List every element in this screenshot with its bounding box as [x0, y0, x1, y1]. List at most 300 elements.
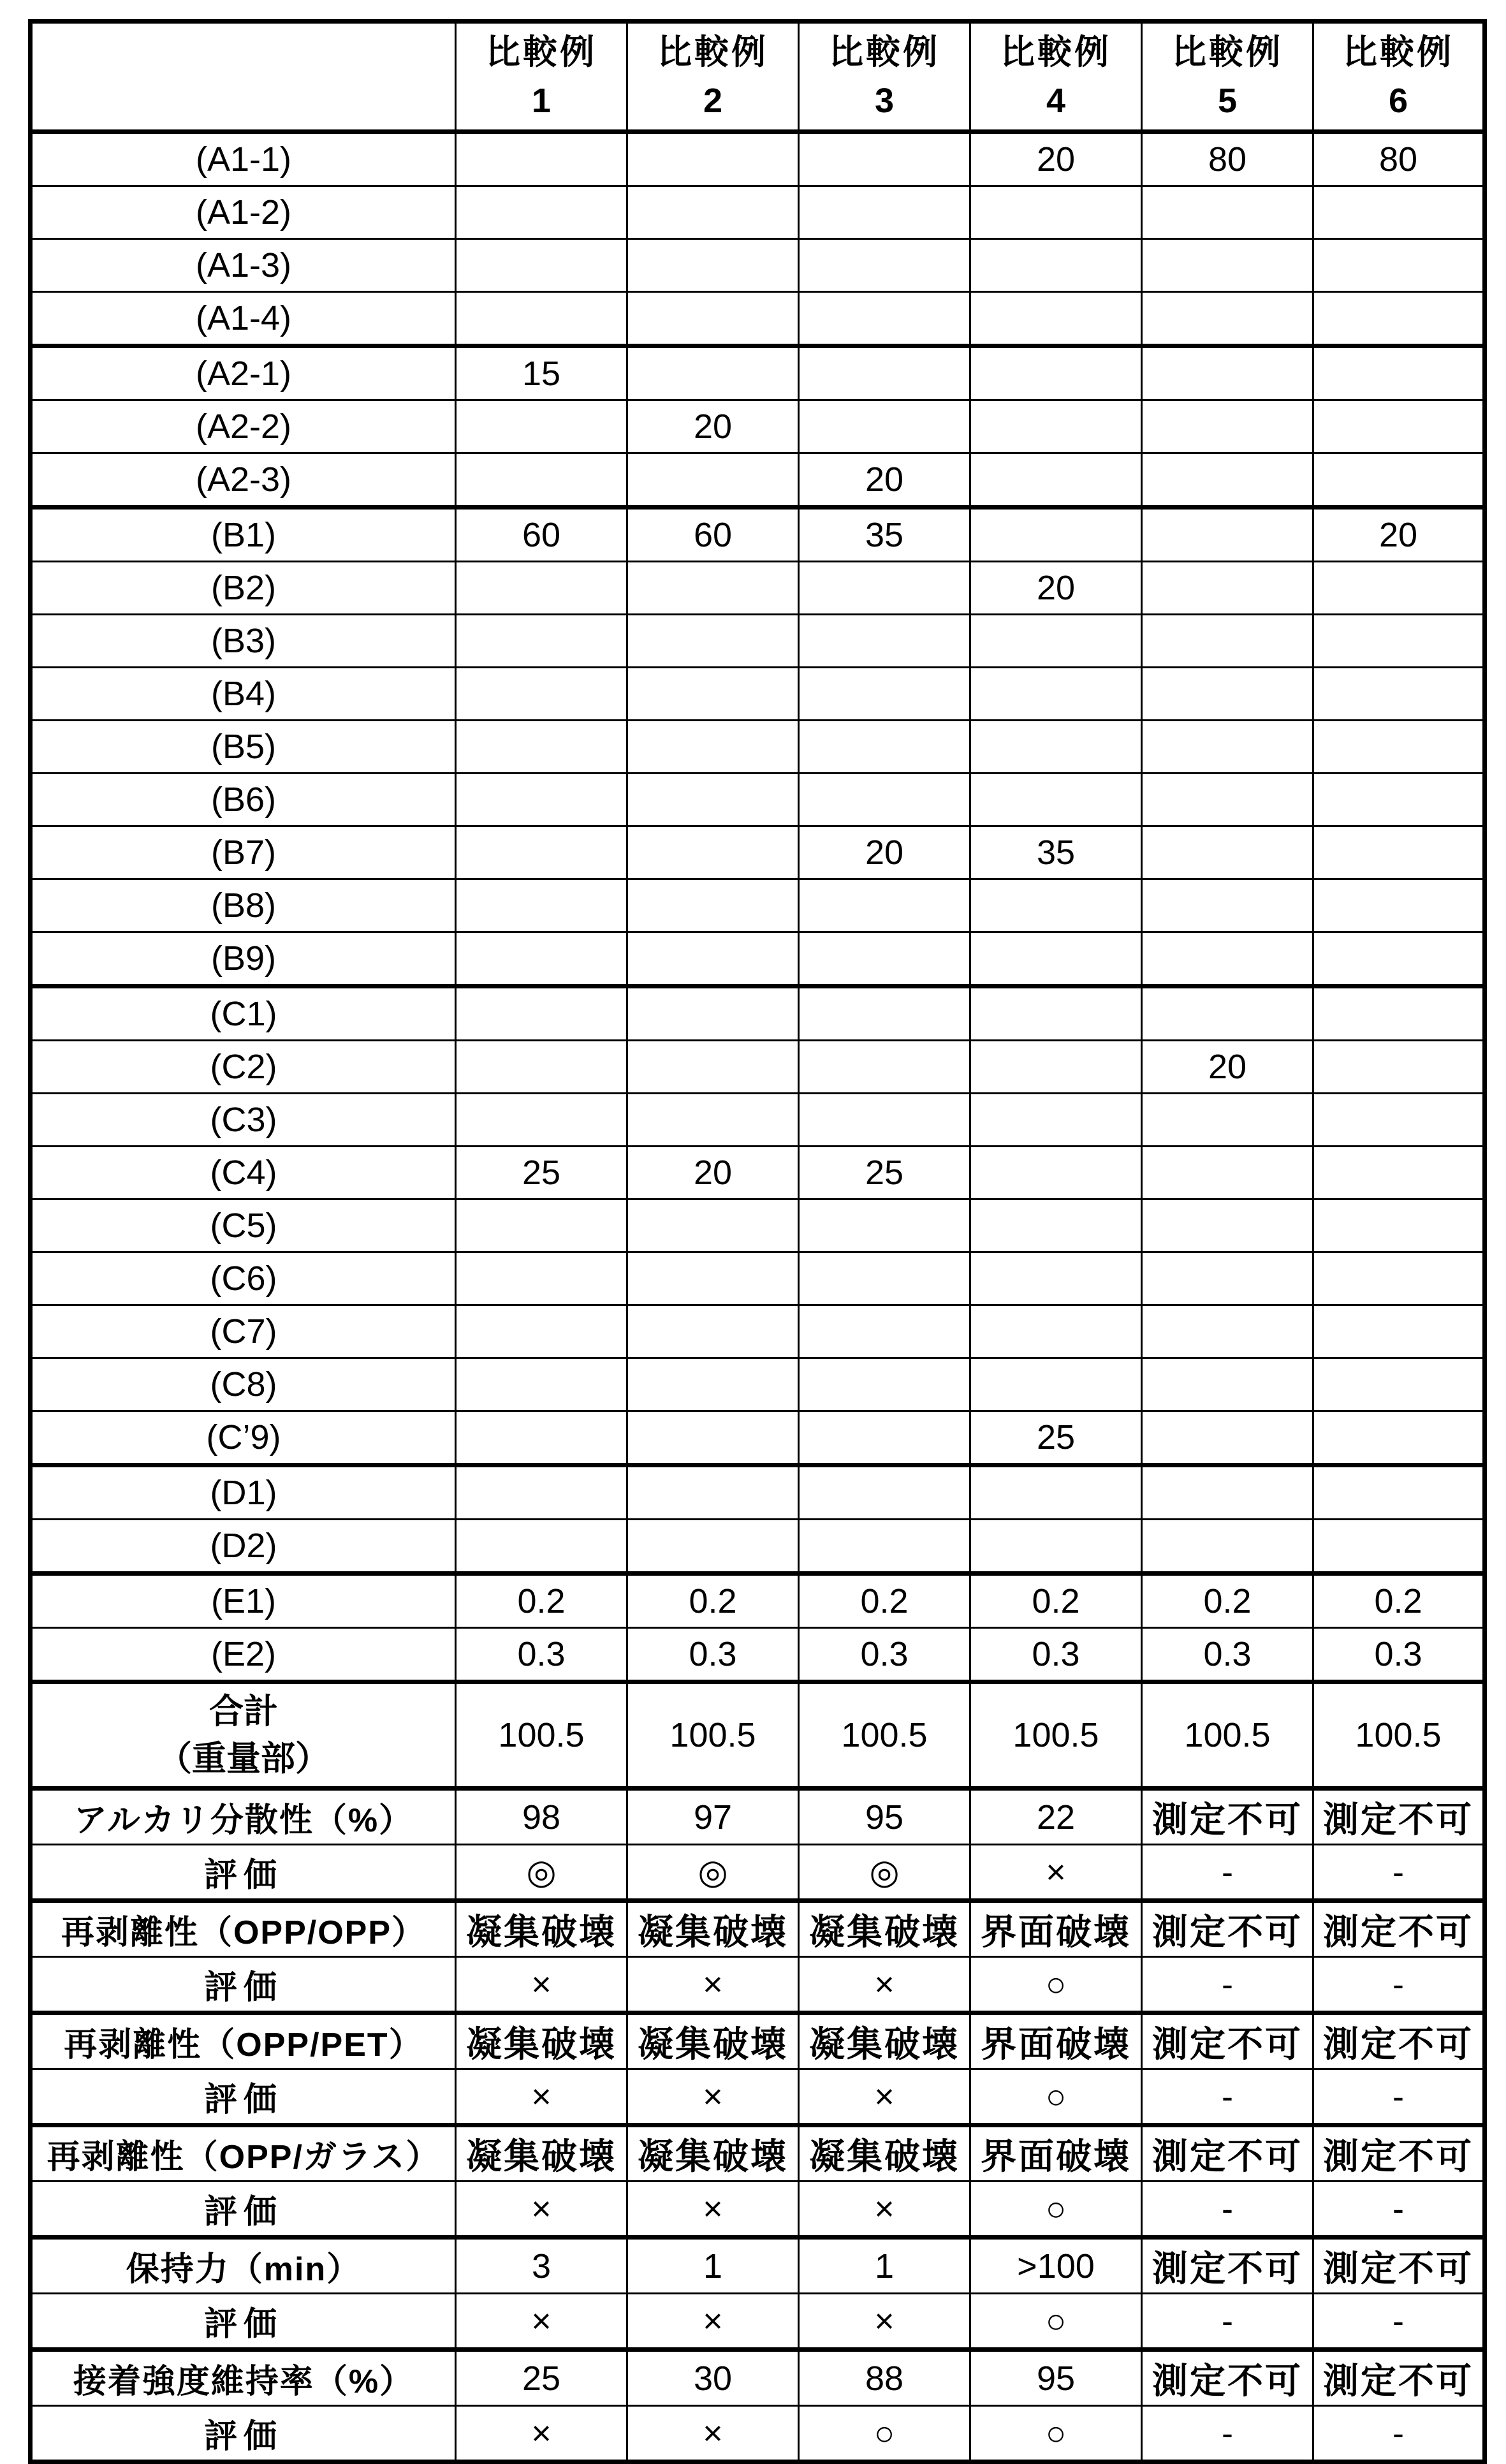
table-row: [31, 879, 1485, 932]
component-value-cell: [456, 668, 627, 721]
component-value-cell: [970, 1041, 1142, 1094]
property-label: 再剥離性（OPP/ガラス）: [31, 2125, 456, 2182]
table-row: [31, 1094, 1485, 1147]
component-value-cell: [456, 879, 627, 932]
component-value-cell: [799, 1305, 970, 1358]
component-label: (C5): [31, 1199, 456, 1252]
component-value-cell: [970, 1199, 1142, 1252]
result-row: [31, 2013, 1485, 2069]
component-value-cell: [799, 346, 970, 400]
component-value-cell: [456, 1305, 627, 1358]
component-value-cell: [627, 239, 799, 292]
double-circle-mark-icon: ◎: [456, 1845, 627, 1901]
circle-mark-icon: ○: [970, 2406, 1142, 2462]
component-value-cell: [456, 932, 627, 986]
component-value-cell: [970, 932, 1142, 986]
component-value-cell: [627, 186, 799, 239]
cross-mark-icon: ×: [456, 2069, 627, 2125]
result-value-cell: 1: [799, 2238, 970, 2294]
dash-mark: -: [1142, 1845, 1313, 1901]
header-corner-cell: [31, 22, 456, 132]
component-value-cell: [1142, 986, 1313, 1041]
component-label: (A1-4): [31, 292, 456, 346]
evaluation-row: [31, 2406, 1485, 2462]
component-value-cell: [799, 986, 970, 1041]
component-label: (B6): [31, 774, 456, 826]
component-value-cell: 0.2: [799, 1574, 970, 1628]
header-comparative-example-1: [456, 22, 627, 132]
result-value-cell: 測定不可: [1142, 2350, 1313, 2406]
result-value-cell: 30: [627, 2350, 799, 2406]
result-value-cell: 95: [799, 1789, 970, 1845]
component-value-cell: [799, 879, 970, 932]
component-value-cell: [627, 1252, 799, 1305]
component-value-cell: [1313, 615, 1485, 668]
result-value-cell: 1: [627, 2238, 799, 2294]
dash-mark: -: [1313, 1845, 1485, 1901]
component-label: (B8): [31, 879, 456, 932]
property-label: 保持力（min）: [31, 2238, 456, 2294]
component-value-cell: [456, 986, 627, 1041]
evaluation-label: 評価: [31, 2069, 456, 2125]
component-value-cell: [627, 1358, 799, 1411]
component-value-cell: [1313, 1041, 1485, 1094]
component-value-cell: [456, 562, 627, 615]
table-row: [31, 1041, 1485, 1094]
table-row: [31, 400, 1485, 453]
component-value-cell: 25: [970, 1411, 1142, 1465]
component-value-cell: 0.2: [627, 1574, 799, 1628]
component-value-cell: [799, 1465, 970, 1520]
dash-mark: -: [1313, 2294, 1485, 2350]
component-value-cell: [627, 1094, 799, 1147]
component-label: (B5): [31, 721, 456, 774]
component-value-cell: 0.3: [1142, 1628, 1313, 1682]
table-row: [31, 292, 1485, 346]
table-row: [31, 1628, 1485, 1682]
component-value-cell: [799, 721, 970, 774]
component-value-cell: [1142, 186, 1313, 239]
header-row: [31, 22, 1485, 132]
component-value-cell: 80: [1313, 132, 1485, 186]
component-label: (C3): [31, 1094, 456, 1147]
component-label: (B1): [31, 508, 456, 562]
header-comparative-example-5: [1142, 22, 1313, 132]
evaluation-row: [31, 1957, 1485, 2013]
header-number: 6: [1388, 82, 1408, 120]
component-value-cell: [456, 615, 627, 668]
table-row: [31, 774, 1485, 826]
result-value-cell: 凝集破壊: [799, 2013, 970, 2069]
component-value-cell: [627, 1199, 799, 1252]
table-row: [31, 453, 1485, 508]
dash-mark: -: [1142, 2294, 1313, 2350]
component-value-cell: [627, 1411, 799, 1465]
header-number: 1: [531, 82, 552, 120]
header-title: 比較例: [1172, 33, 1283, 71]
component-value-cell: [1313, 1199, 1485, 1252]
cross-mark-icon: ×: [799, 1957, 970, 2013]
component-value-cell: [456, 1465, 627, 1520]
component-value-cell: 0.2: [1142, 1574, 1313, 1628]
component-value-cell: [1142, 826, 1313, 879]
table-row: [31, 1574, 1485, 1628]
component-value-cell: [1313, 826, 1485, 879]
component-label: (C’9): [31, 1411, 456, 1465]
result-value-cell: 測定不可: [1313, 1789, 1485, 1845]
component-value-cell: [799, 292, 970, 346]
table-row: [31, 1199, 1485, 1252]
component-label: (B3): [31, 615, 456, 668]
total-value-cell: 100.5: [970, 1682, 1142, 1789]
component-value-cell: [799, 668, 970, 721]
component-value-cell: [627, 986, 799, 1041]
component-value-cell: [627, 932, 799, 986]
component-value-cell: [1313, 453, 1485, 508]
double-circle-mark-icon: ◎: [627, 1845, 799, 1901]
component-value-cell: [1142, 1358, 1313, 1411]
component-value-cell: [799, 615, 970, 668]
header-comparative-example-3: [799, 22, 970, 132]
evaluation-label: 評価: [31, 2294, 456, 2350]
result-value-cell: 25: [456, 2350, 627, 2406]
table-row: [31, 132, 1485, 186]
component-label: (D1): [31, 1465, 456, 1520]
component-value-cell: [1313, 932, 1485, 986]
component-label: (B4): [31, 668, 456, 721]
cross-mark-icon: ×: [627, 2182, 799, 2238]
component-value-cell: [970, 292, 1142, 346]
component-value-cell: [1142, 721, 1313, 774]
component-value-cell: 25: [799, 1147, 970, 1199]
component-value-cell: 0.3: [1313, 1628, 1485, 1682]
component-value-cell: [627, 346, 799, 400]
result-value-cell: 凝集破壊: [627, 1901, 799, 1957]
dash-mark: -: [1142, 2069, 1313, 2125]
component-value-cell: [1313, 1305, 1485, 1358]
component-label: (C6): [31, 1252, 456, 1305]
component-label: (C8): [31, 1358, 456, 1411]
component-value-cell: [970, 1305, 1142, 1358]
component-value-cell: [456, 721, 627, 774]
cross-mark-icon: ×: [970, 1845, 1142, 1901]
result-value-cell: 測定不可: [1313, 2238, 1485, 2294]
table-row: [31, 986, 1485, 1041]
component-value-cell: [456, 1411, 627, 1465]
component-value-cell: [1313, 1252, 1485, 1305]
component-value-cell: 0.3: [799, 1628, 970, 1682]
evaluation-row: [31, 1845, 1485, 1901]
component-value-cell: [1142, 508, 1313, 562]
header-number: 2: [703, 82, 723, 120]
component-value-cell: [970, 615, 1142, 668]
result-row: [31, 2125, 1485, 2182]
table-row: [31, 932, 1485, 986]
component-value-cell: [799, 400, 970, 453]
dash-mark: -: [1313, 2182, 1485, 2238]
cross-mark-icon: ×: [456, 2182, 627, 2238]
result-value-cell: 測定不可: [1313, 2013, 1485, 2069]
cross-mark-icon: ×: [456, 1957, 627, 2013]
dash-mark: -: [1313, 2406, 1485, 2462]
total-label-line2: （重量部）: [157, 1740, 330, 1778]
component-value-cell: [799, 1041, 970, 1094]
header-title: 比較例: [486, 33, 597, 71]
header-title: 比較例: [1343, 33, 1454, 71]
component-value-cell: [799, 774, 970, 826]
result-row: [31, 1901, 1485, 1957]
component-label: (C4): [31, 1147, 456, 1199]
header-number: 3: [874, 82, 895, 120]
component-value-cell: 35: [799, 508, 970, 562]
component-value-cell: [627, 292, 799, 346]
result-row: [31, 2238, 1485, 2294]
result-value-cell: 凝集破壊: [799, 2125, 970, 2182]
component-value-cell: [627, 668, 799, 721]
component-value-cell: [1313, 1465, 1485, 1520]
component-value-cell: [799, 239, 970, 292]
component-value-cell: [1313, 1411, 1485, 1465]
header-number: 4: [1046, 82, 1066, 120]
component-value-cell: [1142, 668, 1313, 721]
component-value-cell: [799, 562, 970, 615]
component-value-cell: [970, 1094, 1142, 1147]
component-value-cell: [456, 400, 627, 453]
component-value-cell: [1313, 292, 1485, 346]
total-label-line1: 合計: [209, 1692, 278, 1731]
component-label: (E2): [31, 1628, 456, 1682]
component-value-cell: [970, 1520, 1142, 1574]
result-value-cell: 測定不可: [1313, 1901, 1485, 1957]
component-value-cell: [970, 879, 1142, 932]
component-value-cell: 60: [456, 508, 627, 562]
component-value-cell: [456, 1094, 627, 1147]
result-value-cell: 95: [970, 2350, 1142, 2406]
property-label: 再剥離性（OPP/OPP）: [31, 1901, 456, 1957]
evaluation-row: [31, 2182, 1485, 2238]
component-value-cell: [1142, 453, 1313, 508]
result-value-cell: 界面破壊: [970, 2013, 1142, 2069]
component-label: (A2-2): [31, 400, 456, 453]
component-value-cell: [456, 1358, 627, 1411]
component-value-cell: [970, 1465, 1142, 1520]
component-value-cell: 20: [1313, 508, 1485, 562]
table-row: [31, 1520, 1485, 1574]
total-label: [31, 1682, 456, 1789]
evaluation-label: 評価: [31, 2406, 456, 2462]
component-value-cell: [627, 1305, 799, 1358]
component-value-cell: [456, 1199, 627, 1252]
table-row: [31, 1358, 1485, 1411]
component-value-cell: 60: [627, 508, 799, 562]
component-value-cell: [456, 132, 627, 186]
component-value-cell: [1313, 1094, 1485, 1147]
component-value-cell: 20: [970, 132, 1142, 186]
component-value-cell: [799, 1411, 970, 1465]
table-row: [31, 1411, 1485, 1465]
component-value-cell: [970, 1252, 1142, 1305]
component-value-cell: [1313, 1358, 1485, 1411]
component-value-cell: [627, 562, 799, 615]
component-value-cell: [799, 132, 970, 186]
component-value-cell: 20: [1142, 1041, 1313, 1094]
component-value-cell: [1142, 346, 1313, 400]
component-value-cell: [1142, 400, 1313, 453]
component-value-cell: [799, 186, 970, 239]
component-value-cell: 20: [970, 562, 1142, 615]
component-value-cell: 25: [456, 1147, 627, 1199]
component-value-cell: [1313, 879, 1485, 932]
component-value-cell: 0.2: [970, 1574, 1142, 1628]
evaluation-label: 評価: [31, 1957, 456, 2013]
component-value-cell: [627, 453, 799, 508]
double-circle-mark-icon: ◎: [799, 1845, 970, 1901]
component-label: (A2-3): [31, 453, 456, 508]
result-value-cell: 3: [456, 2238, 627, 2294]
table-row: [31, 508, 1485, 562]
cross-mark-icon: ×: [627, 2069, 799, 2125]
component-value-cell: [627, 721, 799, 774]
component-value-cell: [1313, 346, 1485, 400]
component-value-cell: [456, 774, 627, 826]
component-value-cell: [799, 1252, 970, 1305]
component-value-cell: [1313, 668, 1485, 721]
component-label: (B2): [31, 562, 456, 615]
header-title: 比較例: [1000, 33, 1111, 71]
component-value-cell: [970, 1147, 1142, 1199]
result-row: [31, 2350, 1485, 2406]
component-value-cell: [1313, 986, 1485, 1041]
result-value-cell: 97: [627, 1789, 799, 1845]
cross-mark-icon: ×: [799, 2069, 970, 2125]
component-value-cell: [456, 292, 627, 346]
component-value-cell: [799, 1520, 970, 1574]
component-label: (A1-2): [31, 186, 456, 239]
total-value-cell: 100.5: [1142, 1682, 1313, 1789]
cross-mark-icon: ×: [799, 2182, 970, 2238]
component-label: (C1): [31, 986, 456, 1041]
result-value-cell: 凝集破壊: [456, 1901, 627, 1957]
dash-mark: -: [1142, 1957, 1313, 2013]
table-row: [31, 1465, 1485, 1520]
dash-mark: -: [1142, 2406, 1313, 2462]
component-value-cell: 35: [970, 826, 1142, 879]
component-value-cell: 0.2: [1313, 1574, 1485, 1628]
table-row: [31, 186, 1485, 239]
component-label: (E1): [31, 1574, 456, 1628]
table-row: [31, 615, 1485, 668]
total-value-cell: 100.5: [627, 1682, 799, 1789]
result-value-cell: 凝集破壊: [456, 2013, 627, 2069]
result-value-cell: 測定不可: [1142, 1901, 1313, 1957]
component-value-cell: [970, 346, 1142, 400]
component-label: (C7): [31, 1305, 456, 1358]
property-label: アルカリ分散性（%）: [31, 1789, 456, 1845]
header-comparative-example-4: [970, 22, 1142, 132]
header-title: 比較例: [829, 33, 940, 71]
cross-mark-icon: ×: [799, 2294, 970, 2350]
component-value-cell: [970, 986, 1142, 1041]
component-value-cell: [1142, 1147, 1313, 1199]
comparative-examples-table: [28, 19, 1487, 2464]
evaluation-row: [31, 2294, 1485, 2350]
component-label: (A2-1): [31, 346, 456, 400]
result-value-cell: 測定不可: [1142, 2238, 1313, 2294]
component-value-cell: 80: [1142, 132, 1313, 186]
component-value-cell: [627, 132, 799, 186]
component-value-cell: 0.3: [456, 1628, 627, 1682]
cross-mark-icon: ×: [627, 2406, 799, 2462]
circle-mark-icon: ○: [799, 2406, 970, 2462]
header-comparative-example-2: [627, 22, 799, 132]
component-value-cell: [1313, 562, 1485, 615]
component-value-cell: [1142, 1520, 1313, 1574]
total-value-cell: 100.5: [1313, 1682, 1485, 1789]
component-value-cell: [1313, 721, 1485, 774]
component-value-cell: 20: [799, 826, 970, 879]
component-value-cell: [799, 1358, 970, 1411]
result-value-cell: 界面破壊: [970, 1901, 1142, 1957]
component-value-cell: [1142, 239, 1313, 292]
result-value-cell: 界面破壊: [970, 2125, 1142, 2182]
component-value-cell: [456, 1252, 627, 1305]
component-value-cell: 15: [456, 346, 627, 400]
component-value-cell: [1142, 1411, 1313, 1465]
component-value-cell: [456, 453, 627, 508]
component-value-cell: [1313, 1520, 1485, 1574]
header-number: 5: [1217, 82, 1238, 120]
component-value-cell: [627, 1465, 799, 1520]
component-value-cell: [1313, 774, 1485, 826]
result-value-cell: 測定不可: [1142, 1789, 1313, 1845]
table-row: [31, 721, 1485, 774]
result-value-cell: 測定不可: [1313, 2350, 1485, 2406]
result-value-cell: 測定不可: [1142, 2125, 1313, 2182]
table-row: [31, 562, 1485, 615]
evaluation-label: 評価: [31, 1845, 456, 1901]
result-value-cell: 測定不可: [1142, 2013, 1313, 2069]
component-value-cell: [1142, 562, 1313, 615]
result-value-cell: 凝集破壊: [627, 2125, 799, 2182]
component-value-cell: 0.3: [970, 1628, 1142, 1682]
component-value-cell: [970, 668, 1142, 721]
evaluation-row: [31, 2069, 1485, 2125]
cross-mark-icon: ×: [627, 1957, 799, 2013]
component-value-cell: [456, 1520, 627, 1574]
component-label: (D2): [31, 1520, 456, 1574]
component-value-cell: 20: [627, 400, 799, 453]
cross-mark-icon: ×: [456, 2294, 627, 2350]
property-label: 再剥離性（OPP/PET）: [31, 2013, 456, 2069]
component-value-cell: [1313, 186, 1485, 239]
result-value-cell: >100: [970, 2238, 1142, 2294]
component-value-cell: 20: [799, 453, 970, 508]
dash-mark: -: [1142, 2182, 1313, 2238]
result-value-cell: 凝集破壊: [627, 2013, 799, 2069]
table-body: [31, 132, 1485, 2462]
circle-mark-icon: ○: [970, 2294, 1142, 2350]
evaluation-label: 評価: [31, 2182, 456, 2238]
component-value-cell: [1142, 1199, 1313, 1252]
table-row: [31, 346, 1485, 400]
table-row: [31, 239, 1485, 292]
component-value-cell: [627, 826, 799, 879]
header-title: 比較例: [657, 33, 768, 71]
component-value-cell: [456, 1041, 627, 1094]
component-value-cell: [1142, 292, 1313, 346]
total-value-cell: 100.5: [456, 1682, 627, 1789]
component-value-cell: [1142, 774, 1313, 826]
